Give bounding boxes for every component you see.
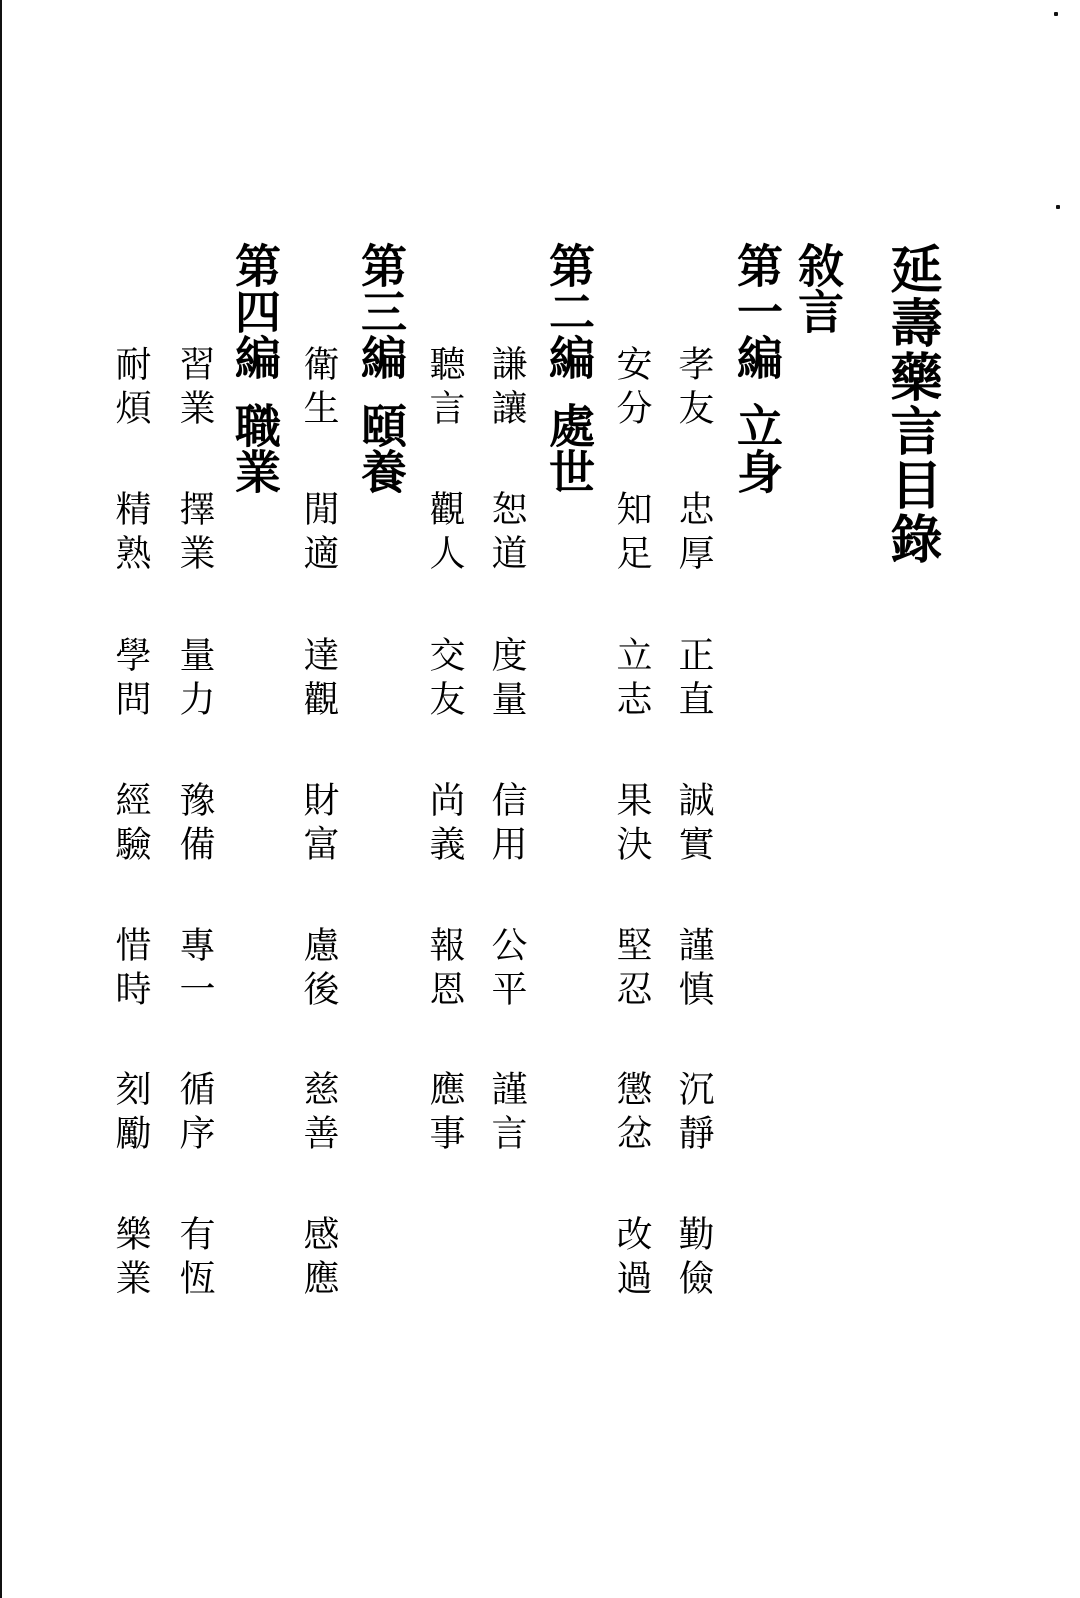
toc-item: 孝友 xyxy=(673,345,714,433)
toc-item: 應事 xyxy=(424,1070,465,1158)
page-edge-line xyxy=(0,0,2,1598)
toc-item: 惜時 xyxy=(110,926,151,1014)
toc-item: 沉靜 xyxy=(673,1070,714,1158)
toc-item: 忠厚 xyxy=(673,490,714,578)
toc-item: 慮後 xyxy=(298,926,339,1014)
scan-mark xyxy=(1054,12,1058,16)
toc-item: 立志 xyxy=(611,636,652,724)
toc-item: 聽言 xyxy=(424,345,465,433)
toc-item: 勤儉 xyxy=(673,1215,714,1303)
toc-item: 達觀 xyxy=(298,636,339,724)
toc-item: 謹言 xyxy=(486,1070,527,1158)
toc-item: 學問 xyxy=(110,636,151,724)
section-name: 頤養 xyxy=(354,402,408,494)
page-title: 延壽藥言目錄 xyxy=(881,242,941,566)
toc-item: 循序 xyxy=(174,1070,215,1158)
toc-item: 堅忍 xyxy=(611,926,652,1014)
toc-item: 報恩 xyxy=(424,926,465,1014)
toc-item: 專一 xyxy=(174,926,215,1014)
toc-item: 刻勵 xyxy=(110,1070,151,1158)
toc-item: 豫備 xyxy=(174,781,215,869)
toc-item: 知足 xyxy=(611,490,652,578)
toc-item: 誠實 xyxy=(673,781,714,869)
toc-item: 財富 xyxy=(298,781,339,869)
toc-item: 公平 xyxy=(486,926,527,1014)
toc-item: 懲忿 xyxy=(611,1070,652,1158)
toc-item: 量力 xyxy=(174,636,215,724)
toc-item: 樂業 xyxy=(110,1215,151,1303)
toc-item: 恕道 xyxy=(486,490,527,578)
toc-item: 閒適 xyxy=(298,490,339,578)
toc-item: 經驗 xyxy=(110,781,151,869)
toc-item: 耐煩 xyxy=(110,345,151,433)
section-number: 第二編 xyxy=(542,242,596,380)
toc-item: 改過 xyxy=(611,1215,652,1303)
toc-item: 度量 xyxy=(486,636,527,724)
toc-item: 尚義 xyxy=(424,781,465,869)
scan-mark xyxy=(1056,205,1060,209)
toc-item: 習業 xyxy=(174,345,215,433)
section-heading-1 xyxy=(730,242,784,494)
toc-item: 觀人 xyxy=(424,490,465,578)
toc-item: 正直 xyxy=(673,636,714,724)
section-name: 處世 xyxy=(542,402,596,494)
toc-item: 精熟 xyxy=(110,490,151,578)
toc-item: 安分 xyxy=(611,345,652,433)
section-heading-3 xyxy=(354,242,408,494)
section-name: 立身 xyxy=(730,402,784,494)
preface-heading: 敘言 xyxy=(791,242,845,334)
section-heading-2 xyxy=(542,242,596,494)
toc-item: 有恆 xyxy=(174,1215,215,1303)
section-number: 第一編 xyxy=(730,242,784,380)
toc-item: 感應 xyxy=(298,1215,339,1303)
toc-item: 謙讓 xyxy=(486,345,527,433)
toc-item: 謹慎 xyxy=(673,926,714,1014)
section-name: 職業 xyxy=(228,402,282,494)
section-number: 第四編 xyxy=(228,242,282,380)
toc-item: 果決 xyxy=(611,781,652,869)
section-heading-4 xyxy=(228,242,282,494)
toc-item: 擇業 xyxy=(174,490,215,578)
toc-item: 慈善 xyxy=(298,1070,339,1158)
toc-item: 衛生 xyxy=(298,345,339,433)
section-number: 第三編 xyxy=(354,242,408,380)
toc-item: 信用 xyxy=(486,781,527,869)
toc-item: 交友 xyxy=(424,636,465,724)
